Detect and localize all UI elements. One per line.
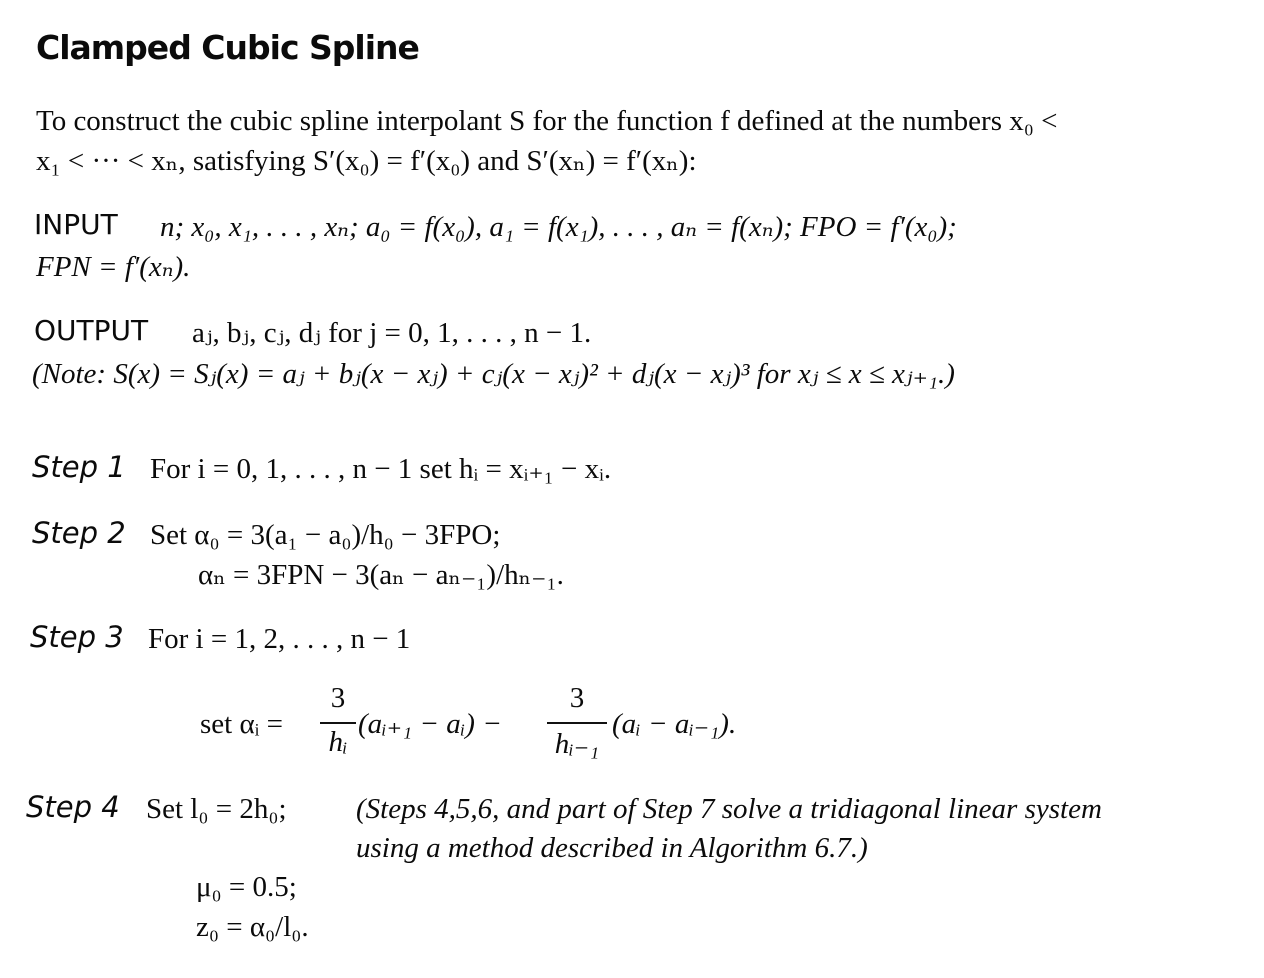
step-4-comment-1: (Steps 4,5,6, and part of Step 7 solve a tridiagonal linear system xyxy=(356,793,1102,825)
input-line-1: n; x₀, x₁, . . . , xₙ; a₀ = f(x₀), a₁ = f(x₁), . . . , aₙ = f(xₙ); FPO = f′(x₀); xyxy=(160,211,957,243)
input-line-2: FPN = f′(xₙ). xyxy=(36,251,191,283)
step-2-line-2: αₙ = 3FPN − 3(aₙ − aₙ₋₁)/hₙ₋₁. xyxy=(198,559,564,591)
input-label: INPUT xyxy=(34,208,118,241)
step-4-comment-2: using a method described in Algorithm 6.7.) xyxy=(356,832,868,864)
step-2-label: Step 2 xyxy=(32,516,126,550)
step-2-line-1: Set α₀ = 3(a₁ − a₀)/h₀ − 3FPO; xyxy=(150,519,501,551)
step-3-label: Step 3 xyxy=(30,620,124,654)
step-3-frac2-bar xyxy=(547,722,607,724)
page-title: Clamped Cubic Spline xyxy=(36,28,419,67)
step-3-mid: (aᵢ₊₁ − aᵢ) − xyxy=(358,708,502,740)
intro-line-1: To construct the cubic spline interpolant S for the function f defined at the numbers x₀ < xyxy=(36,105,1058,137)
step-3-frac2-denominator: hᵢ₋₁ xyxy=(554,728,600,760)
step-3-frac1-bar xyxy=(320,722,356,724)
output-line-1: aⱼ, bⱼ, cⱼ, dⱼ for j = 0, 1, . . . , n − 1. xyxy=(192,317,592,349)
output-note: (Note: S(x) = Sⱼ(x) = aⱼ + bⱼ(x − xⱼ) + cⱼ(x − xⱼ)² + dⱼ(x − xⱼ)³ for xⱼ ≤ x ≤ xⱼ₊₁.) xyxy=(32,358,955,390)
step-1-label: Step 1 xyxy=(32,450,126,484)
step-4-line-3: z₀ = α₀/l₀. xyxy=(196,911,309,943)
step-3-line-1: For i = 1, 2, . . . , n − 1 xyxy=(148,623,411,655)
step-3-tail: (aᵢ − aᵢ₋₁). xyxy=(612,708,737,740)
step-3-frac1-denominator: hᵢ xyxy=(328,726,348,758)
output-label: OUTPUT xyxy=(34,314,149,347)
step-3-frac2-numerator: 3 xyxy=(569,682,585,714)
step-4-line-2: μ₀ = 0.5; xyxy=(196,871,297,903)
step-3-frac1-numerator: 3 xyxy=(330,682,346,714)
step-4-label: Step 4 xyxy=(26,790,120,824)
intro-line-2: x₁ < ··· < xₙ, satisfying S′(x₀) = f′(x₀) and S′(xₙ) = f′(xₙ): xyxy=(36,145,697,177)
step-4-line-1: Set l₀ = 2h₀; xyxy=(146,793,287,825)
step-1-text: For i = 0, 1, . . . , n − 1 set hᵢ = xᵢ₊₁ − xᵢ. xyxy=(150,453,612,485)
step-3-set-prefix: set αᵢ = xyxy=(200,708,284,740)
